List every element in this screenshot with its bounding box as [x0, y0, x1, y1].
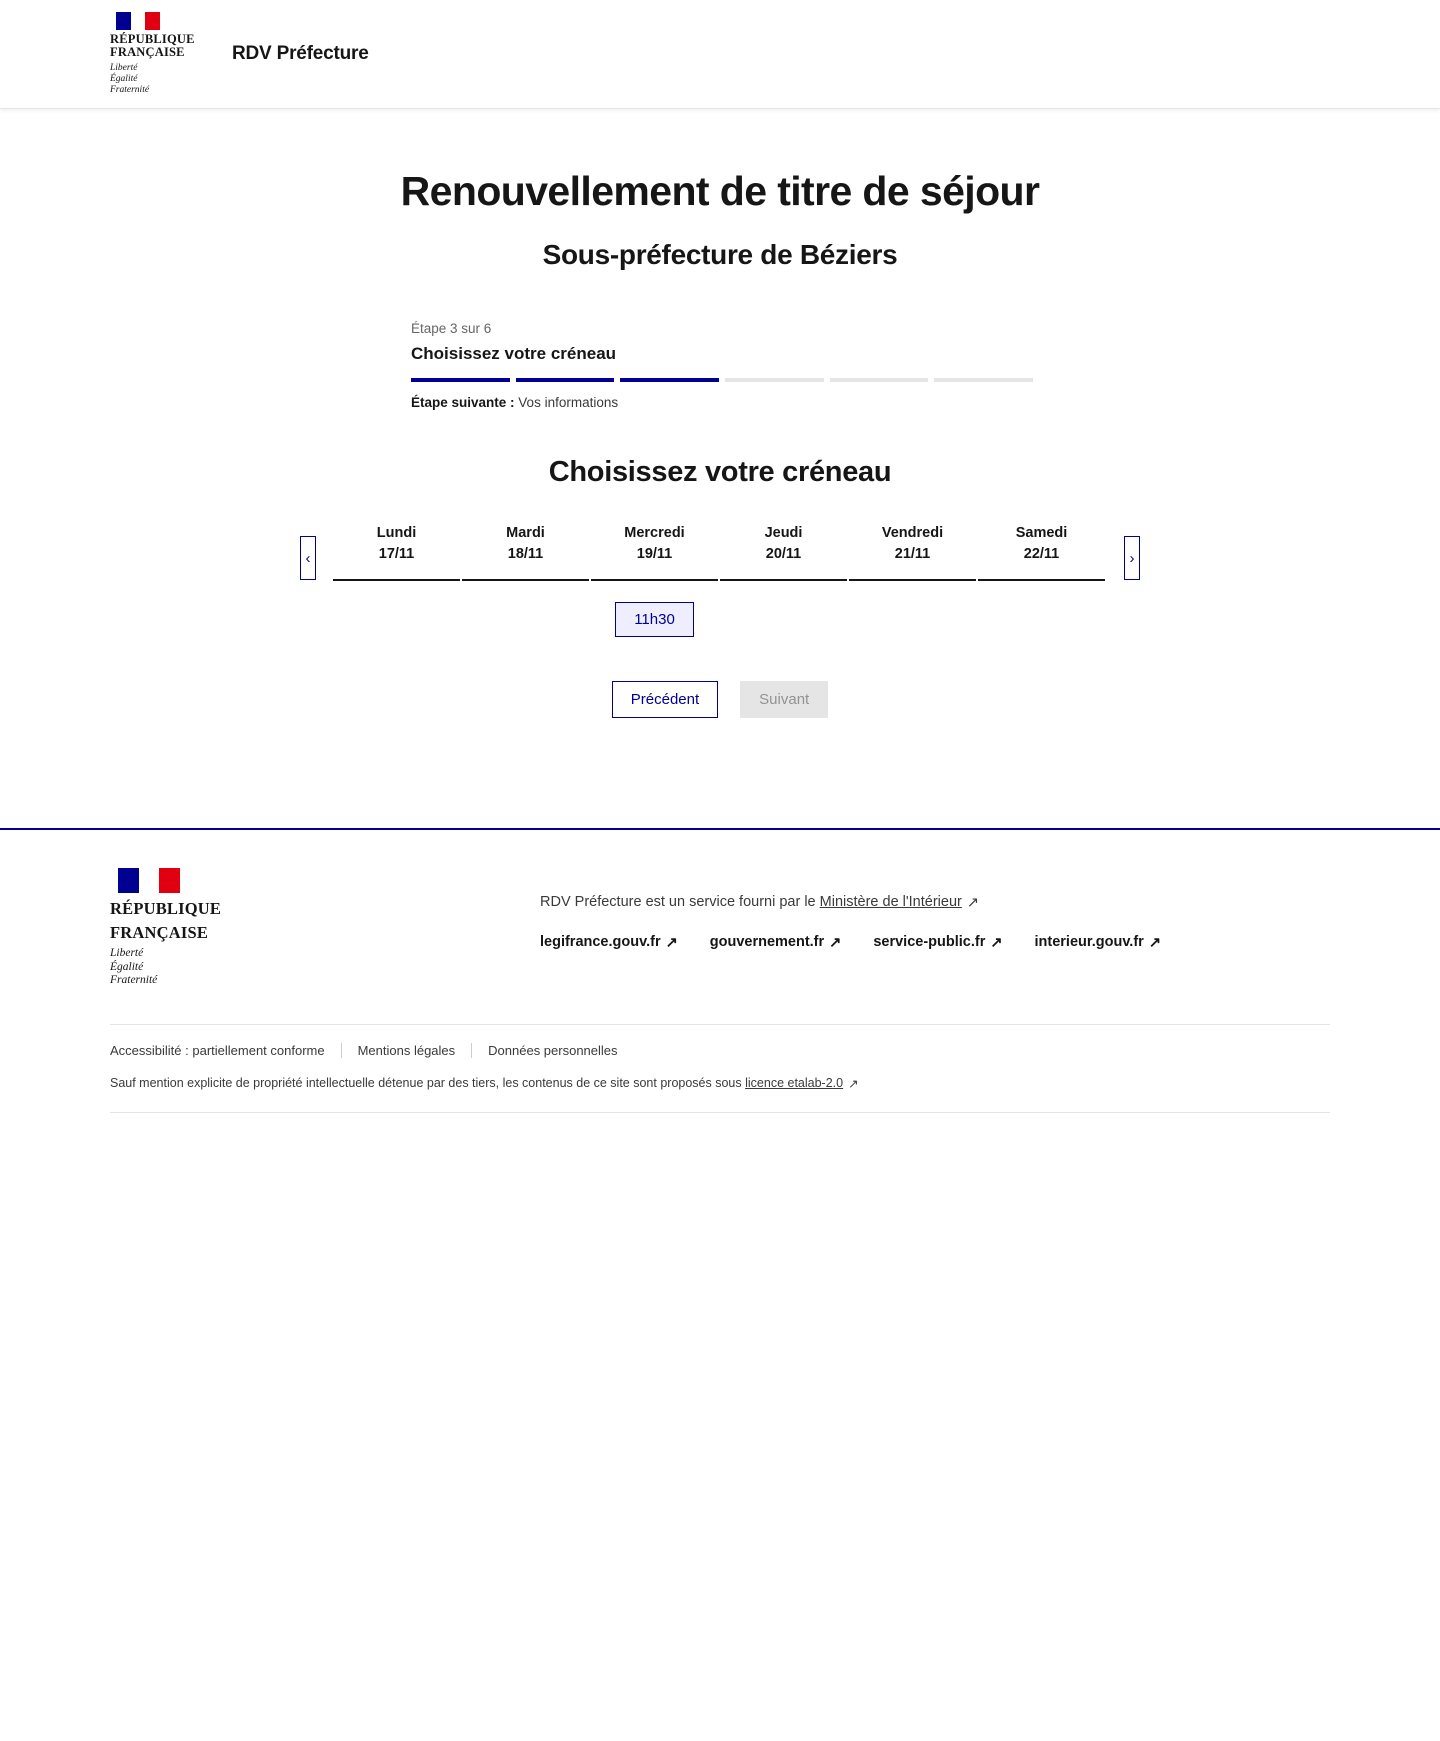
- step-count: Étape 3 sur 6: [411, 321, 492, 336]
- slot-calendar: [300, 523, 1140, 637]
- external-link-icon: ↗: [829, 935, 842, 951]
- footer-bottom: [110, 1024, 1330, 1112]
- step-bar-3: [620, 378, 719, 382]
- day-column-mardi: [461, 523, 590, 637]
- form-actions: [0, 681, 1440, 718]
- main-content: [0, 109, 1440, 718]
- day-columns: [332, 523, 1106, 637]
- stepper: [375, 321, 1065, 410]
- day-name: Lundi: [376, 525, 417, 541]
- footer-link-label: service-public.fr: [873, 934, 986, 950]
- footer-marianne-logo: [110, 868, 540, 988]
- previous-button[interactable]: Précédent: [612, 681, 718, 718]
- day-slots: [590, 581, 719, 637]
- step-name: Choisissez votre créneau: [411, 344, 617, 363]
- day-slots: [461, 581, 590, 621]
- brand-block[interactable]: [110, 12, 369, 96]
- day-name: Vendredi: [881, 525, 944, 541]
- footer-bottom-rule: [110, 1112, 1330, 1113]
- slot-button[interactable]: 11h30: [615, 602, 694, 637]
- day-header: [462, 523, 589, 581]
- day-header: [591, 523, 718, 581]
- footer-links: [540, 934, 1330, 950]
- french-flag-icon: [116, 12, 160, 30]
- footer-right: [540, 868, 1330, 988]
- legal-links: [110, 1043, 1330, 1058]
- next-step-value: Vos informations: [518, 395, 619, 410]
- day-header: [978, 523, 1105, 581]
- license-prefix: Sauf mention explicite de propriété intellectuelle détenue par des tiers, les contenus de ce site sont proposés sous: [110, 1075, 746, 1090]
- step-bar-5: [830, 378, 929, 382]
- footer-link-service-public[interactable]: [873, 934, 1002, 950]
- external-link-icon: ↗: [848, 1076, 859, 1091]
- page-subtitle: Sous-préfecture de Béziers: [542, 239, 898, 270]
- footer-link-label: gouvernement.fr: [709, 934, 825, 950]
- footer-republique-line-2: FRANÇAISE: [110, 923, 209, 942]
- external-link-icon: ↗: [966, 895, 980, 911]
- day-column-mercredi: [590, 523, 719, 637]
- step-progress-bars: [411, 378, 1033, 382]
- ministry-link[interactable]: Ministère de l'Intérieur: [819, 894, 962, 910]
- external-link-icon: ↗: [990, 935, 1003, 951]
- day-date: 22/11: [1023, 546, 1060, 562]
- marianne-logo: [110, 12, 206, 96]
- section-title: Choisissez votre créneau: [548, 456, 892, 488]
- day-date: 17/11: [378, 546, 415, 562]
- footer-devise-egalite: Égalité: [110, 960, 144, 973]
- footer-service-text: RDV Préfecture est un service fourni par le: [540, 894, 820, 910]
- next-step: [411, 395, 1065, 410]
- chevron-left-icon: ‹: [305, 549, 311, 567]
- footer-link-label: legifrance.gouv.fr: [540, 934, 661, 950]
- site-header: [0, 0, 1440, 109]
- day-column-vendredi: [848, 523, 977, 637]
- day-slots: [848, 581, 977, 621]
- day-name: Mardi: [506, 525, 545, 541]
- day-header: [333, 523, 460, 581]
- footer-devise-liberte: Liberté: [110, 947, 144, 959]
- devise-liberte: Liberté: [110, 63, 138, 73]
- external-link-icon: ↗: [1148, 935, 1161, 951]
- footer-devise-block: [110, 947, 540, 988]
- day-date: 21/11: [894, 546, 931, 562]
- footer-republique-line-1: RÉPUBLIQUE: [110, 899, 222, 918]
- external-link-icon: ↗: [665, 935, 678, 951]
- page-title: Renouvellement de titre de séjour: [400, 168, 1040, 214]
- footer-top: [110, 830, 1330, 1024]
- license-text: [110, 1075, 1330, 1090]
- next-button: Suivant: [740, 681, 828, 718]
- day-date: 20/11: [765, 546, 802, 562]
- legal-link-donnees[interactable]: Données personnelles: [488, 1042, 618, 1058]
- step-bar-4: [725, 378, 824, 382]
- day-name: Jeudi: [764, 525, 803, 541]
- footer-link-legifrance[interactable]: [540, 934, 678, 950]
- republique-line-2: FRANÇAISE: [110, 45, 185, 59]
- devise-fraternite: Fraternité: [110, 85, 150, 95]
- day-date: 19/11: [636, 546, 673, 562]
- day-slots: [977, 581, 1106, 621]
- footer-devise-fraternite: Fraternité: [110, 974, 158, 986]
- next-step-label: Étape suivante :: [411, 395, 515, 410]
- license-link[interactable]: licence etalab-2.0: [745, 1075, 844, 1090]
- day-header: [720, 523, 847, 581]
- footer-service-description: [540, 894, 1330, 910]
- step-bar-6: [934, 378, 1033, 382]
- footer-link-interieur[interactable]: [1035, 934, 1161, 950]
- day-column-jeudi: [719, 523, 848, 637]
- day-name: Samedi: [1015, 525, 1068, 541]
- day-column-samedi: [977, 523, 1106, 637]
- devise-egalite: Égalité: [110, 74, 138, 84]
- step-bar-1: [411, 378, 510, 382]
- day-slots: [719, 581, 848, 621]
- footer-link-gouvernement[interactable]: [710, 934, 842, 950]
- previous-week-button[interactable]: [300, 536, 316, 580]
- devise-block: [110, 63, 206, 96]
- next-week-button[interactable]: [1124, 536, 1140, 580]
- step-bar-2: [516, 378, 615, 382]
- day-date: 18/11: [507, 546, 544, 562]
- chevron-right-icon: ›: [1129, 549, 1135, 567]
- day-header: [849, 523, 976, 581]
- legal-link-accessibilite[interactable]: Accessibilité : partiellement conforme: [110, 1042, 325, 1058]
- day-name: Mercredi: [624, 525, 685, 541]
- day-slots: [332, 581, 461, 621]
- site-footer: [0, 828, 1440, 1113]
- french-flag-icon: [118, 868, 180, 893]
- footer-link-label: interieur.gouv.fr: [1034, 934, 1144, 950]
- republique-line-1: RÉPUBLIQUE: [110, 32, 195, 46]
- day-column-lundi: [332, 523, 461, 637]
- legal-link-mentions[interactable]: Mentions légales: [357, 1042, 456, 1058]
- site-title[interactable]: RDV Préfecture: [232, 43, 369, 64]
